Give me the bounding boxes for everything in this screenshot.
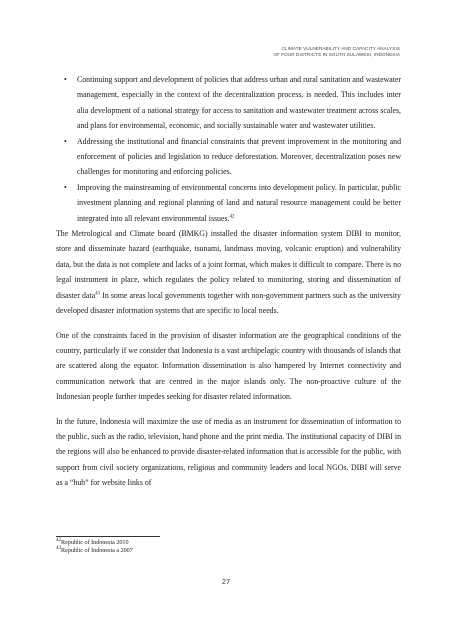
running-header: [273, 46, 400, 59]
bullet-icon: •: [64, 182, 67, 192]
body-text: [56, 72, 401, 491]
paragraph: [56, 226, 401, 318]
bullet-text: Addressing the institutional and financial constraints that prevent improvement in the monitoring and enforcement of policies and legislation to reduce deforestation. Moreover, decentralization poses new challenges for monitoring and enforcing policies.: [77, 136, 401, 177]
bullet-icon: •: [64, 136, 67, 146]
footnote-number: 43: [56, 546, 61, 552]
paragraph: [56, 414, 401, 491]
footnote-ref: 43: [95, 291, 101, 297]
running-header-line-2: OF FOUR DISTRICTS IN SOUTH SULAWESI, INDONESIA: [273, 52, 400, 58]
running-header-line-1: CLIMATE VULNERABILITY AND CAPACITY ANALYSIS: [281, 46, 400, 51]
footnote-text: Republic of Indonesia 2010: [61, 540, 129, 546]
bullet-list: [56, 72, 401, 226]
paragraph-text: The Metrological and Climate board (BMKG) installed the disaster information system DIBI to monitor, store and disseminate hazard (earthquake, tsunami, landmass moving, volcanic eruption) and vulnerability data, but the data is not complete and lacks of a joint format, which makes it difficult to compare. There is no legal instrument in place, which regulates the policy related to monitoring, storing and dissemination of disaster data: [56, 229, 401, 300]
bullet-text: Improving the mainstreaming of environmental concerns into development policy. In particular, public investment planning and regional planning of land and natural resource management could be better integrated into all relevant environmental issues.: [77, 182, 401, 223]
bullet-item: [56, 134, 401, 180]
footnote: [56, 539, 133, 547]
bullet-item: [56, 72, 401, 134]
page-number: 27: [221, 577, 231, 586]
paragraph-text: One of the constraints faced in the provision of disaster information are the geographical conditions of the country, particularly if we consider that Indonesia is a vast archipelagic country with thousands of islands that are scattered along the equator. Information dissemination is also hampered by Internet connectivity and communication network that are centred in the major islands only. The non-proactive culture of the Indonesian people further impedes seeking for disaster related information.: [56, 330, 401, 402]
paragraph: [56, 328, 401, 405]
bullet-text: Continuing support and development of policies that address urban and rural sanitation and wastewater management, especially in the context of the decentralization process, is needed. This includes inter alia development of a national strategy for access to sanitation and wastewater treatment across scales, and plans for environmental, economic, and socially sustainable water and wastewater utilities.: [77, 75, 401, 131]
footnote-divider: [56, 536, 160, 537]
footnote-ref: 42: [229, 214, 235, 220]
footnotes: [56, 539, 133, 556]
paragraph-text: In some areas local governments together with non-government partners such as the university developed disaster information systems that are specific to local needs.: [56, 290, 401, 316]
bullet-icon: •: [64, 75, 67, 84]
footnote: [56, 547, 133, 555]
footnote-text: Republic of Indonesia a 2007: [61, 548, 133, 555]
bullet-item: [56, 180, 401, 226]
paragraph-text: In the future, Indonesia will maximize the use of media as an instrument for dissemination of information to the public, such as the radio, television, hand phone and the print media. The institutional capacity of DIBI in the regions will also be enhanced to provide disaster-related information that is accessible for the public, with support from civil society organizations, religious and community leaders and local NGOs. DIBI will serve as a “hub” for website links of: [56, 416, 401, 488]
footnote-number: 42: [56, 537, 61, 543]
